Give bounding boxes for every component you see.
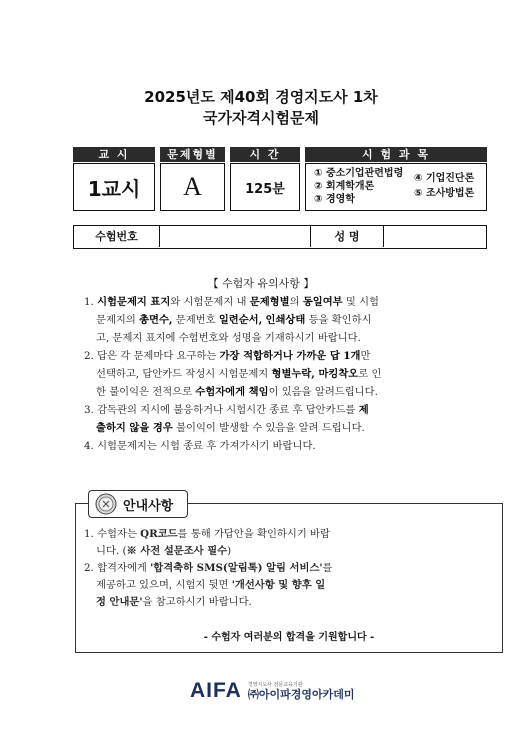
subjects-box: [305, 163, 487, 211]
wax-seal-icon: [95, 493, 117, 515]
notice-title: 【 수험자 유의사항 】: [207, 277, 315, 290]
subject-2: ② 회계학개론: [314, 181, 375, 192]
footer-logo: [190, 679, 354, 703]
session-value: 1교시: [87, 176, 141, 201]
name-field[interactable]: [384, 226, 484, 247]
guide-item-1: 1. 수험자는 QR코드를 통해 가답안을 확인하시기 바랍: [84, 528, 330, 540]
header-time: 시 간: [230, 147, 300, 162]
guide-list: 1. 수험자는 QR코드를 통해 가답안을 확인하시기 바랍 니다. (※ 사전 설문조사 필수) 2. 합격자에게 '합격축하 SMS(알림톡) 알림 서비스'를 제공하고 있으며, 시험지 뒷면 '개선사항 및 향후 일 정 안내문'을 참고하시기 바랍니다.: [84, 526, 414, 611]
exam-number-field[interactable]: [160, 226, 310, 247]
logo-mark: AIFA: [190, 679, 242, 702]
time-box: [230, 163, 300, 211]
notice-item-4: 4. 시험문제지는 시험 종료 후 가져가시기 바랍니다.: [84, 440, 316, 452]
exam-subtitle: 국가자격시험문제: [203, 109, 319, 127]
type-value: A: [183, 172, 202, 201]
header-subjects: 시 험 과 목: [305, 147, 487, 162]
logo-tagline: 경영지도사 전문교육기관: [247, 681, 303, 688]
guide-item-2: 2. 합격자에게 '합격축하 SMS(알림톡) 알림 서비스'를: [84, 562, 333, 574]
guide-tab: [88, 490, 188, 518]
time-value: 125분: [245, 181, 285, 197]
subject-5: ⑤ 조사방법론: [414, 188, 475, 199]
header-type: 문제형별: [160, 147, 225, 162]
closing-message: - 수험자 여러분의 합격을 기원합니다 -: [203, 632, 375, 643]
subject-1: ① 중소기업관련법령: [314, 168, 404, 179]
session-box: [73, 163, 155, 211]
notice-item-3: 3. 감독관의 지시에 불응하거나 시험시간 종료 후 답안카드를 제: [84, 404, 369, 416]
header-session: 교 시: [73, 147, 155, 162]
notice-item-1: 1. 시험문제지 표지와 시험문제지 내 문제형별의 동일여부 및 시험: [84, 296, 379, 308]
exam-number-label: 수험번호: [95, 230, 138, 243]
exam-title: 2025년도 제40회 경영지도사 1차: [144, 88, 378, 106]
notice-list: 1. 시험문제지 표지와 시험문제지 내 문제형별의 동일여부 및 시험 문제지의 총면수, 문제번호 일련순서, 인쇄상태 등을 확인하시 고, 문제지 표지에 수험번호와 성명을 기재하시기 바랍니다. 2. 답은 각 문제마다 요구하는 가장 적합하거나 가까운 답 1개만 선택하고, 답안카드 작성시 시험문제지 형별누락, 마킹착오로 인 한 불이익은 전적으로 수험자에게 책임이 있음을 알려드립니다. 3. 감독관의 지시에 불응하거나 시험시간 종료 후 답안카드를 제 출하지 않을 경우 불이익이 발생할 수 있음을 알려 드립니다. 4. 시험문제지는 시험 종료 후 가져가시기 바랍니다.: [84, 293, 462, 455]
name-label: 성 명: [334, 230, 360, 243]
subject-3: ③ 경영학: [314, 194, 355, 205]
guide-label: 안내사항: [123, 498, 174, 514]
examinee-id-row: [73, 225, 487, 249]
type-box: [160, 163, 225, 211]
logo-company-name: ㈜아이파경영아카데미: [247, 687, 355, 701]
subject-4: ④ 기업진단론: [414, 173, 475, 184]
notice-item-2: 2. 답은 각 문제마다 요구하는 가장 적합하거나 가까운 답 1개만: [84, 350, 371, 362]
